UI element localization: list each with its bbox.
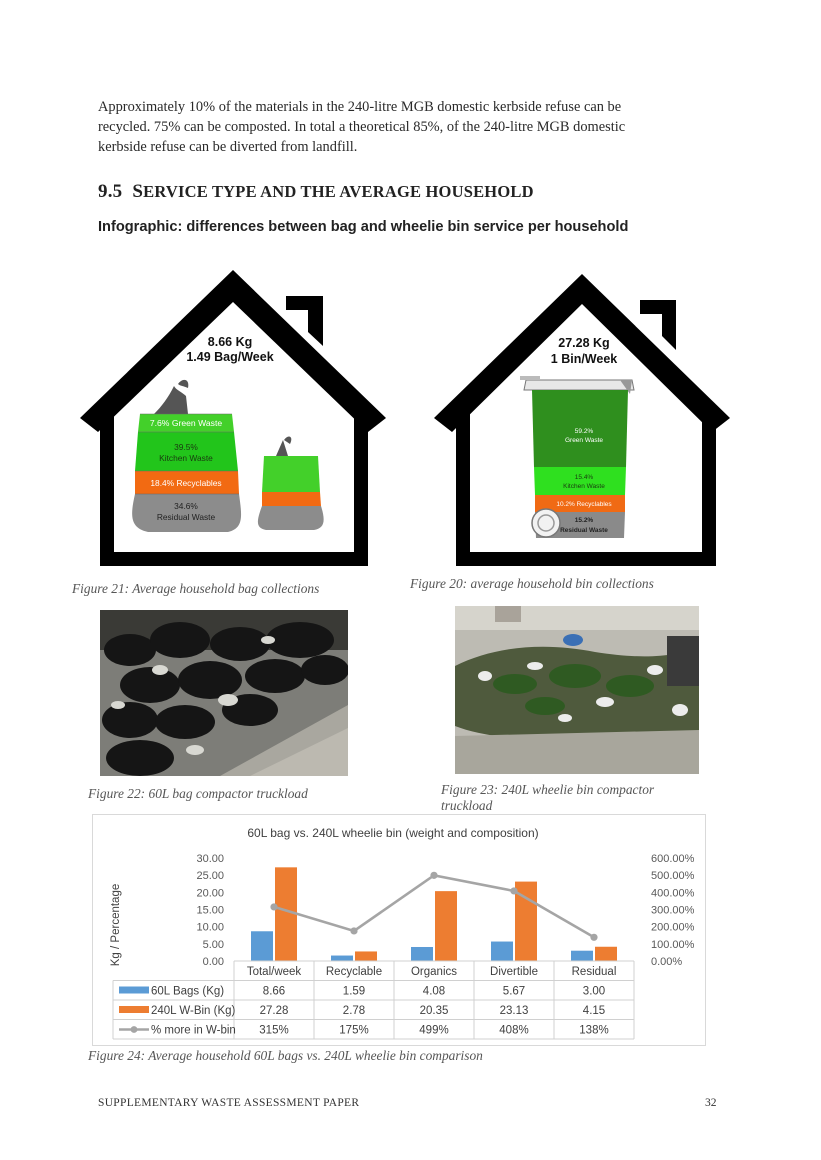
comparison-chart-container: [92, 814, 706, 1046]
bag-kitchen-pct: 39.5%: [174, 442, 198, 452]
bag-residual-label: Residual Waste: [156, 512, 216, 522]
bin-weight: 27.28 Kg: [558, 336, 610, 350]
bin-kitchen-pct: 15.4%: [574, 474, 594, 481]
category-label: Total/week: [246, 966, 302, 978]
bag-recyclables: 18.4% Recyclables: [150, 478, 222, 488]
legend-swatch-marker: [131, 1026, 138, 1033]
bin-recyclables: 10.2% Recyclables: [556, 501, 612, 508]
table-cell: 138%: [579, 1024, 609, 1037]
y2-tick-label: 400.00%: [651, 887, 695, 900]
table-cell: 2.78: [342, 1005, 366, 1017]
bin-bar: [435, 891, 457, 961]
percent-line-series: [270, 872, 597, 941]
y-tick-label: 25.00: [196, 870, 224, 883]
table-cell: 1.59: [342, 985, 366, 998]
chart-data-table: [113, 961, 634, 1039]
percent-point: [270, 903, 277, 910]
section-title-rest: ERVICE TYPE AND THE AVERAGE HOUSEHOLD: [143, 182, 534, 201]
table-cell: 3.00: [582, 985, 606, 998]
bin-green-pct: 59.2%: [574, 428, 594, 435]
table-cell: 20.35: [419, 1005, 449, 1017]
figure-20-caption: Figure 20: average household bin collections: [410, 576, 654, 591]
bag-bar: [491, 942, 513, 961]
secondary-y-axis-ticks: [651, 853, 695, 968]
intro-line-1: Approximately 10% of the materials in the 240-litre MGB domestic kerbside refuse can be: [98, 99, 622, 115]
section-heading: [98, 181, 534, 203]
chart-title: 60L bag vs. 240L wheelie bin (weight and composition): [247, 826, 539, 840]
percent-point: [590, 934, 597, 941]
y-tick-label: 15.00: [196, 904, 224, 917]
y-tick-label: 5.00: [202, 938, 224, 951]
bag-kitchen-label: Kitchen Waste: [159, 453, 213, 463]
bin-rate: 1 Bin/Week: [550, 352, 618, 366]
intro-paragraph: [98, 97, 718, 157]
table-cell: 499%: [419, 1024, 449, 1037]
y2-tick-label: 600.00%: [651, 853, 695, 865]
percent-point: [350, 927, 357, 934]
bin-residual-pct: 15.2%: [574, 517, 594, 524]
bin-residual-label: Residual Waste: [560, 527, 608, 534]
y2-tick-label: 100.00%: [651, 938, 695, 951]
figure-23-caption: [441, 782, 654, 814]
percent-point: [510, 887, 517, 894]
legend-label: % more in W-bin: [151, 1024, 236, 1037]
bag-residual-pct: 34.6%: [174, 501, 198, 511]
wheelie-bin-icon: [520, 376, 634, 538]
category-label: Recyclable: [325, 966, 383, 978]
bin-green-label: Green Waste: [564, 437, 604, 444]
y-tick-label: 20.00: [196, 887, 224, 900]
y-axis-ticks: [196, 853, 224, 968]
section-title-initial: S: [132, 181, 144, 202]
bag-green-waste: 7.6% Green Waste: [149, 418, 223, 428]
infographic-heading: Infographic: differences between bag and wheelie bin service per household: [98, 219, 629, 235]
bag-bar: [331, 956, 353, 961]
table-cell: 5.67: [502, 985, 526, 998]
table-cell: 4.08: [422, 985, 446, 998]
table-cell: 27.28: [259, 1005, 289, 1017]
y-tick-label: 30.00: [196, 853, 224, 865]
y2-tick-label: 200.00%: [651, 921, 695, 934]
bin-house-infographic: [434, 270, 734, 572]
table-cell: 23.13: [499, 1005, 529, 1017]
figure-21-caption: Figure 21: Average household bag collections: [72, 581, 320, 596]
page-number: 32: [705, 1097, 717, 1109]
y2-tick-label: 500.00%: [651, 870, 695, 883]
bin-truckload-photo: [455, 606, 699, 774]
bag-bar: [411, 947, 433, 961]
footer-title: SUPPLEMENTARY WASTE ASSESSMENT PAPER: [98, 1097, 360, 1109]
percent-line: [274, 875, 594, 937]
table-cell: 4.15: [582, 1005, 606, 1017]
bin-bar: [355, 951, 377, 961]
y2-tick-label: 0.00%: [651, 956, 683, 968]
intro-line-2: recycled. 75% can be composted. In total a theoretical 85%, of the 240-litre MGB domestic: [98, 119, 626, 135]
legend-label: 240L W-Bin (Kg): [151, 1005, 236, 1017]
bag-rate: 1.49 Bag/Week: [186, 350, 274, 364]
section-number: 9.5: [98, 181, 123, 202]
figure-22-caption: Figure 22: 60L bag compactor truckload: [88, 786, 308, 801]
bag-house-infographic: [78, 266, 388, 572]
legend-swatch: [119, 1006, 149, 1013]
bag-truckload-photo: [100, 610, 348, 776]
table-cell: 175%: [339, 1024, 369, 1037]
category-label: Organics: [410, 966, 458, 978]
figure-24-caption: Figure 24: Average household 60L bags vs. 240L wheelie bin comparison: [88, 1048, 483, 1063]
y-tick-label: 0.00: [202, 956, 224, 968]
bag-bar: [251, 931, 273, 961]
table-cell: 8.66: [262, 985, 286, 998]
category-label: Residual: [571, 966, 617, 978]
table-cell: 408%: [499, 1024, 529, 1037]
bag-bar: [571, 951, 593, 961]
category-label: Divertible: [490, 966, 538, 978]
percent-point: [430, 872, 437, 879]
bin-bar: [595, 947, 617, 961]
y2-tick-label: 300.00%: [651, 904, 695, 917]
y-axis-label: Kg / Percentage: [110, 883, 122, 967]
y-tick-label: 10.00: [196, 921, 224, 934]
figure-23-caption-line-2: truckload: [441, 798, 493, 813]
bin-kitchen-label: Kitchen Waste: [563, 483, 605, 490]
figure-23-caption-line-1: Figure 23: 240L wheelie bin compactor: [441, 782, 655, 797]
bag-weight: 8.66 Kg: [207, 335, 253, 349]
intro-line-3: kerbside refuse can be diverted from landfill.: [98, 139, 358, 155]
legend-swatch: [119, 987, 149, 994]
legend-label: 60L Bags (Kg): [151, 985, 225, 998]
small-garbage-bag-icon: [258, 437, 324, 530]
table-cell: 315%: [259, 1024, 289, 1037]
comparison-chart: [93, 815, 705, 1045]
